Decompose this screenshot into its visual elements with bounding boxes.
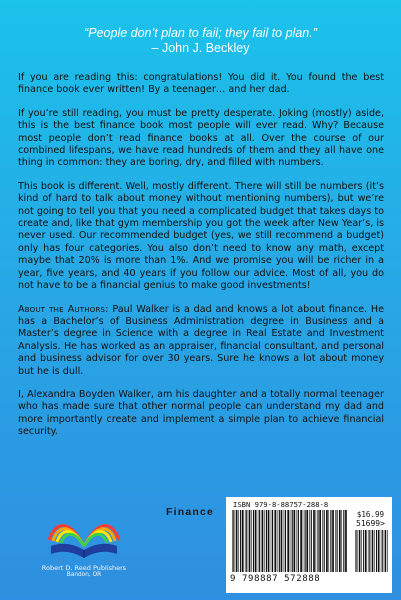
addon-digits: 51699> [356, 519, 385, 528]
open-book-rainbow-icon [45, 510, 123, 562]
publisher-logo [34, 510, 134, 590]
ean-digits: 9 798887 572888 [230, 574, 321, 584]
price-text: $16.99 [356, 510, 384, 519]
closing-paragraph: I, Alexandra Boyden Walker, am his daughter and a totally normal teenager who has made sure that other normal people can understand my dad and more importantly create and implement a simple plan to achieve financial security. [18, 388, 384, 438]
epigraph-text: “People don’t plan to fail; they fail to plan.” [84, 26, 317, 40]
blurb-paragraph-2: If you’re still reading, you must be pretty desperate. Joking (mostly) aside, this is the best finance book most people will ever read. Why? Because most people don’t read finance books at all. Over the course of our combined lifespans, we have read hundreds of them and they all have one thing in common: they are boring, dry, and filled with numbers. [18, 107, 384, 169]
publisher-location: Bandon, OR [66, 572, 102, 578]
isbn-text: ISBN 979-8-88757-288-8 [233, 500, 329, 509]
about-authors-heading: About the Authors: [18, 303, 109, 315]
barcode-label [226, 497, 392, 593]
publisher-name: Robert D. Reed Publishers [41, 564, 127, 572]
blurb-paragraph-1: If you are reading this: congratulations! You did it. You found the best finance book ever written! By a teenager… and her dad. [18, 72, 384, 96]
addon-barcode [354, 530, 388, 572]
blurb-paragraph-3: This book is different. Well, mostly different. There will still be numbers (it’s kind of hard to talk about money without mentioning numbers), but we’re not going to tell you that you need a complicated budget that takes days to create and, like that gym membership you got the week after New Year’s, is never used. Our recommended budget (yes, we still recommend a budget) only has four categories. You also don’t need to know any math, except maybe that 20% is more than 1%. And we promise you will be richer in a year, five years, and 40 years if you follow our advice. Most of all, you do not have to be a financial genius to make good investments! [18, 180, 384, 292]
about-authors-text: Paul Walker is a dad and knows a lot about finance. He has a Bachelor’s of Business Administration degree in Business and a Master’s degree in Science with a degree in Real Estate and Investment Analysis. He has worked as an appraiser, financial consultant, and personal and business advisor for over 30 years. Sure he knows a lot about money but he is dull. [18, 303, 384, 377]
about-authors-paragraph [18, 304, 384, 378]
blurb [18, 72, 384, 450]
category-label: Finance [166, 506, 215, 518]
epigraph [0, 26, 401, 56]
ean-barcode [231, 510, 349, 572]
epigraph-author: – John J. Beckley [151, 41, 250, 55]
